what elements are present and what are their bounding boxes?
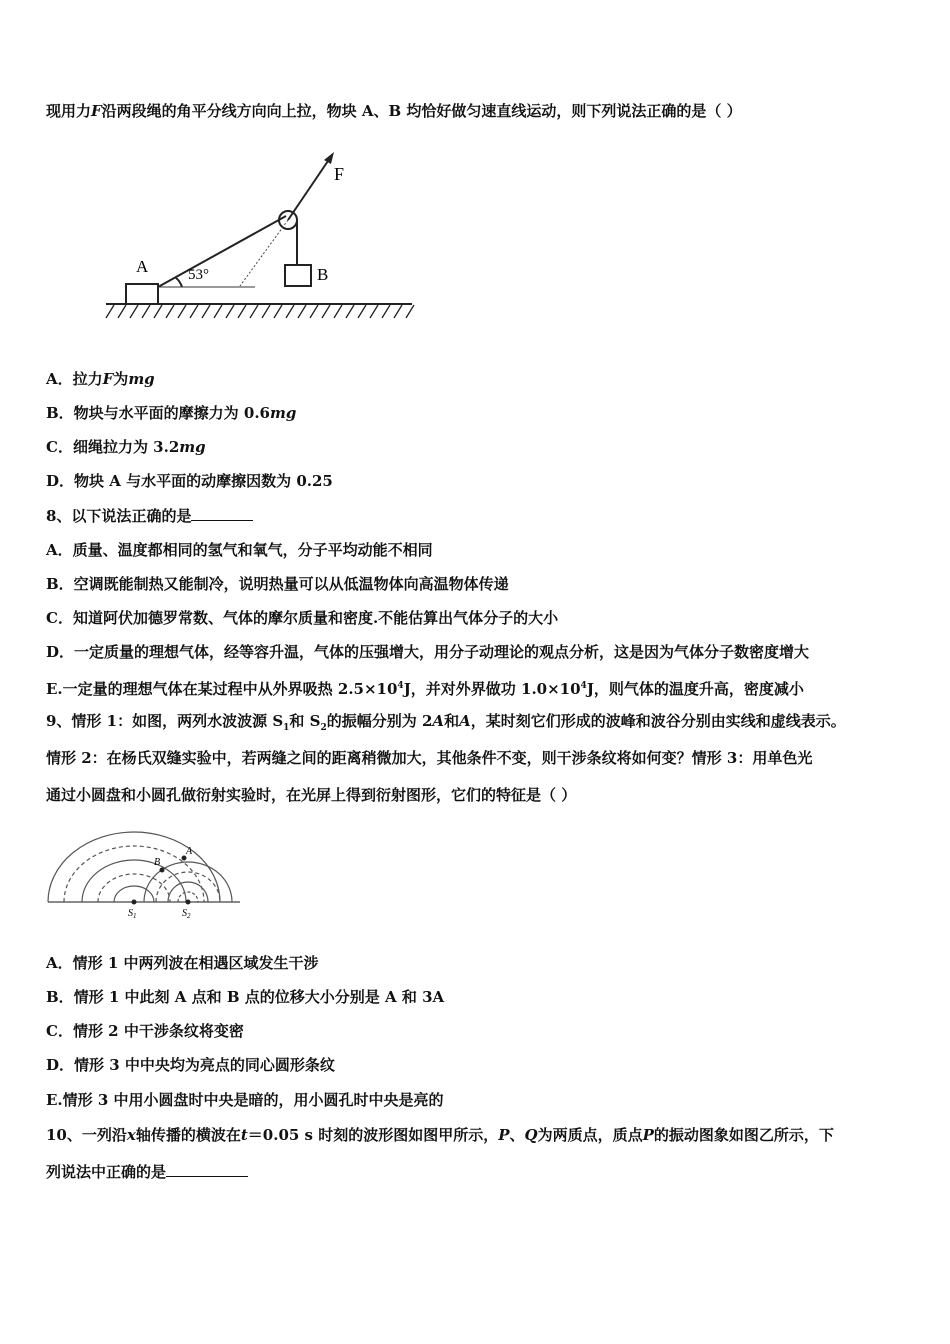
q8-option-C-text: C．知道阿伏加德罗常数、气体的摩尔质量和密度.不能估算出气体分子的大小 (46, 609, 559, 627)
q10-stem-line1 (46, 1125, 834, 1145)
q7-option-A-var: F (102, 370, 114, 388)
block-B (285, 265, 311, 286)
source-S1 (132, 900, 137, 905)
angle-arc (176, 278, 182, 287)
label-B: B (317, 265, 329, 284)
q10-stem-part: 、 (509, 1126, 525, 1144)
q10-var: x (126, 1126, 136, 1144)
q8-option-B[interactable] (46, 574, 509, 594)
q8-option-E-exponent: 4 (397, 681, 404, 691)
q7-stem-part: 沿两段绳的角平分线方向向上拉，物块 A、B 均恰好做匀速直线运动，则下列说法正确的是（ ） (101, 102, 742, 120)
block-A (126, 284, 158, 304)
q9-stem-line2 (46, 748, 812, 768)
q9-stem-text: 通过小圆盘和小圆孔做衍射实验时，在光屏上得到衍射图形，它们的特征是（ ） (46, 786, 577, 804)
label-S1: $S_1$ (128, 908, 137, 920)
q8-option-E-part: J，并对外界做功 1.0×10 (403, 680, 581, 698)
q7-option-B-prefix: B．物块与水平面的摩擦力为 0.6 (46, 404, 270, 422)
q10-stem-part: 10、一列沿 (46, 1126, 127, 1144)
q7-option-D-text: D．物块 A 与水平面的动摩擦因数为 0.25 (46, 472, 333, 490)
q7-option-B-unit: mg (270, 404, 297, 422)
q8-option-C[interactable] (46, 608, 558, 628)
q9-option-C[interactable] (46, 1021, 244, 1041)
q7-option-A[interactable] (46, 369, 155, 389)
q7-stem-part: 现用力 (46, 102, 92, 120)
q8-stem-text: 8、以下说法正确的是 (46, 507, 192, 525)
q10-stem-part: 的振动图象如图乙所示，下 (653, 1126, 834, 1144)
answer-blank[interactable] (166, 1162, 248, 1177)
q9-subscript: 1 (283, 723, 290, 733)
q9-stem-line1 (46, 711, 846, 738)
q8-option-A-text: A．质量、温度都相同的氢气和氧气，分子平均动能不相同 (46, 541, 433, 559)
q9-option-A[interactable] (46, 953, 319, 973)
q8-option-E-part: J，则气体的温度升高，密度减小 (586, 680, 804, 698)
q7-figure (100, 148, 420, 328)
q8-option-B-text: B．空调既能制热又能制冷，说明热量可以从低温物体向高温物体传递 (46, 575, 509, 593)
q7-option-C[interactable] (46, 437, 206, 457)
q8-option-E[interactable] (46, 676, 804, 699)
angle-bisector (240, 220, 288, 286)
q7-option-A-prefix: A．拉力 (46, 370, 103, 388)
q7-stem (46, 101, 742, 121)
ground-hatching (106, 305, 414, 318)
q9-option-E-text: E.情形 3 中用小圆盘时中央是暗的，用小圆孔时中央是亮的 (46, 1091, 444, 1109)
source-S2 (186, 900, 191, 905)
q9-option-B-text: B．情形 1 中此刻 A 点和 B 点的位移大小分别是 A 和 3A (46, 988, 445, 1006)
q7-stem-var-F: F (91, 102, 102, 120)
q10-stem-part: ＝0.05 s 时刻的波形图如图甲所示， (247, 1126, 499, 1144)
s2-wavefronts (144, 862, 232, 902)
q7-option-D[interactable] (46, 471, 333, 491)
q10-stem-part: 为两质点，质点 (537, 1126, 643, 1144)
q9-option-C-text: C．情形 2 中干涉条纹将变密 (46, 1022, 244, 1040)
q8-option-E-part: E.一定量的理想气体在某过程中从外界吸热 2.5×10 (46, 680, 398, 698)
q9-stem-line3 (46, 785, 576, 805)
q10-var: t (240, 1126, 248, 1144)
answer-blank[interactable] (191, 506, 253, 521)
point-B (160, 868, 165, 873)
q9-option-A-text: A．情形 1 中两列波在相遇区域发生干涉 (46, 954, 319, 972)
q9-option-B[interactable] (46, 987, 444, 1007)
label-A: A (186, 846, 193, 857)
q7-option-B[interactable] (46, 403, 296, 423)
force-arrow (288, 158, 330, 220)
q9-amplitude-var: A (459, 712, 471, 730)
q9-option-D[interactable] (46, 1055, 335, 1075)
q8-option-D-text: D．一定质量的理想气体，经等容升温，气体的压强增大，用分子动理论的观点分析，这是因为气体分子数密度增大 (46, 643, 810, 661)
q10-stem-text: 列说法中正确的是 (46, 1163, 167, 1181)
label-F: F (334, 164, 345, 184)
q10-stem-line2 (46, 1162, 248, 1182)
q9-amplitude-var: A (432, 712, 445, 730)
q9-stem-part: 的振幅分别为 2 (326, 712, 433, 730)
q8-option-D[interactable] (46, 642, 809, 662)
label-S2: $S_2$ (182, 908, 191, 920)
q9-option-E[interactable] (46, 1090, 444, 1110)
q9-stem-part: 和 (444, 712, 460, 730)
q9-option-D-text: D．情形 3 中中央均为亮点的同心圆形条纹 (46, 1056, 335, 1074)
q10-var: P (642, 1126, 654, 1144)
q7-option-A-mid: 为 (113, 370, 129, 388)
q8-option-A[interactable] (46, 540, 433, 560)
q7-option-C-unit: mg (179, 438, 206, 456)
q8-option-E-exponent: 4 (580, 681, 587, 691)
q9-stem-part: ，某时刻它们形成的波峰和波谷分别由实线和虚线表示。 (470, 712, 846, 730)
q9-figure (44, 828, 244, 924)
q10-var: Q (524, 1126, 538, 1144)
q10-var: P (498, 1126, 510, 1144)
q7-option-C-prefix: C．细绳拉力为 3.2 (46, 438, 180, 456)
force-arrowhead (324, 152, 334, 164)
s1-wavefronts (48, 832, 220, 902)
q10-stem-part: 轴传播的横波在 (135, 1126, 241, 1144)
q8-stem (46, 506, 253, 526)
q9-subscript: 2 (320, 723, 327, 733)
rope-A-pulley (158, 216, 286, 287)
q9-stem-text: 情形 2：在杨氏双缝实验中，若两缝之间的距离稍微加大，其他条件不变，则干涉条纹将如何变？情形 3：用单色光 (46, 749, 813, 767)
q9-stem-part: 9、情形 1：如图，两列水波波源 S (46, 712, 284, 730)
q7-option-A-unit: mg (128, 370, 155, 388)
angle-label: 53° (188, 267, 209, 283)
label-A: A (136, 257, 149, 276)
q9-stem-part: 和 S (289, 712, 321, 730)
label-B: B (154, 857, 161, 868)
